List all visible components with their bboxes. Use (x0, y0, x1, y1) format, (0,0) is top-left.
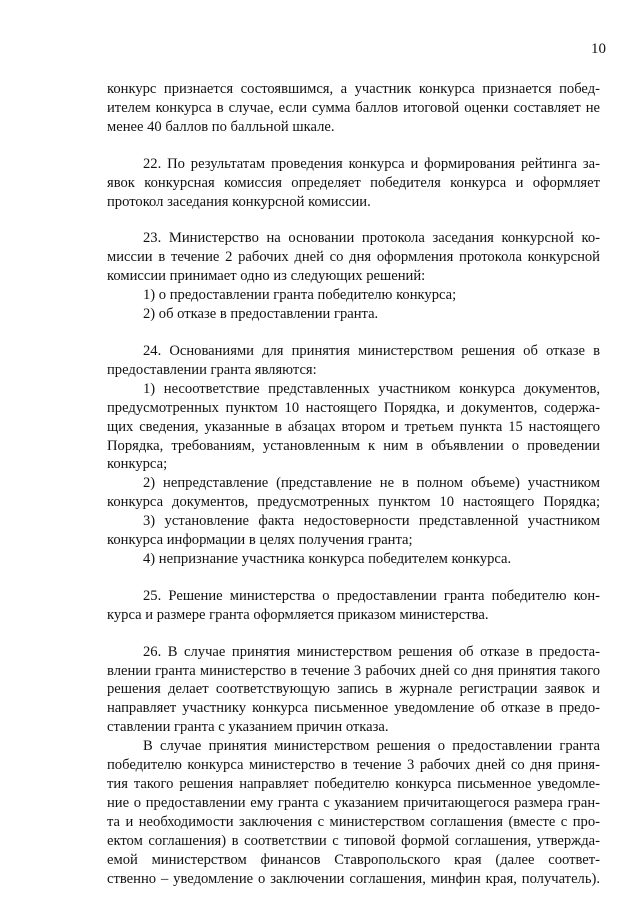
text-line: 26. В случае принятия министерством решения об отказе в предоста- (143, 643, 600, 660)
paragraph-gap (107, 324, 600, 342)
text-line: победителю конкурса министерство в течение 3 рабочих дней со дня приня- (107, 757, 600, 774)
paragraph-continuation (107, 80, 600, 137)
text-line: конкурс признается состоявшимся, а участник конкурса признается побед- (107, 81, 600, 97)
text-line: влении гранта министерство в течение 3 рабочих дней со дня принятия такого (107, 662, 600, 679)
paragraph-26 (107, 643, 600, 889)
text-line: предоставлении гранта являются: (107, 361, 317, 378)
text-line: направляет участнику конкурса письменное уведомление об отказе в предо- (107, 700, 600, 717)
text-line: конкурса документов, предусмотренных пунктом 10 настоящего Порядка; (107, 494, 600, 511)
paragraph-gap (107, 569, 600, 587)
paragraph-25 (107, 587, 600, 625)
text-line: ектом соглашения) в соответствии с типовой формой соглашения, утвержда- (107, 832, 600, 849)
text-line: 22. По результатам проведения конкурса и формирования рейтинга за- (143, 155, 600, 172)
text-line: ителем конкурса в случае, если сумма баллов итоговой оценки составляет не (107, 99, 600, 116)
paragraph-gap (107, 137, 600, 155)
text-line: тия такого решения направляет победителю конкурса письменное уведомле- (107, 776, 600, 792)
paragraph-24 (107, 342, 600, 569)
text-line: миссии в течение 2 рабочих дней со дня оформления протокола конкурсной (107, 249, 600, 266)
text-line: комиссии принимает одно из следующих решений: (107, 268, 426, 285)
paragraph-gap (107, 211, 600, 229)
text-line: щих сведения, указанные в абзацах втором и третьем пункта 15 настоящего (107, 418, 600, 435)
page-number: 10 (591, 41, 606, 57)
paragraph-gap (107, 625, 600, 643)
text-line: конкурса информации в целях получения гранта; (107, 532, 413, 549)
text-line: 3) установление факта недостоверности представленной участником (143, 513, 600, 530)
text-line: 24. Основаниями для принятия министерством решения об отказе в (143, 342, 600, 359)
text-line: 23. Министерство на основании протокола заседания конкурсной ко- (143, 230, 600, 247)
text-line: емой министерством финансов Ставропольского края (далее соответ- (107, 851, 600, 868)
text-line: Порядка, требованиям, установленным к ним в объявлении о проведении (107, 437, 600, 454)
text-line: 2) об отказе в предоставлении гранта. (143, 306, 379, 323)
text-line: предусмотренных пунктом 10 настоящего Порядка, и документов, содержа- (107, 399, 600, 416)
text-line: менее 40 баллов по балльной шкале. (107, 118, 335, 135)
document-body (107, 80, 600, 888)
text-line: решения делает соответствующую запись в журнале регистрации заявок и (107, 681, 600, 698)
paragraph-23 (107, 229, 600, 324)
text-line: 25. Решение министерства о предоставлении гранта победителю кон- (143, 587, 600, 604)
text-line: ставлении гранта с указанием причин отказа. (107, 719, 389, 736)
text-line: курса и размере гранта оформляется приказом министерства. (107, 606, 489, 623)
text-line: явок конкурсная комиссия определяет победителя конкурса и оформляет (107, 174, 600, 191)
text-line: В случае принятия министерством решения о предоставлении гранта (143, 738, 600, 755)
text-line: ние о предоставлении ему гранта с указанием причитающегося размера гран- (107, 794, 600, 811)
text-line: протокол заседания конкурсной комиссии. (107, 193, 371, 210)
text-line: ственно – уведомление о заключении соглашения, минфин края, получатель). (107, 870, 600, 887)
text-line: та и необходимости заключения с министерством соглашения (вместе с про- (107, 813, 600, 830)
text-line: 2) непредставление (представление не в полном объеме) участником (143, 475, 600, 492)
paragraph-22 (107, 155, 600, 212)
text-line: конкурса; (107, 456, 168, 473)
text-line: 1) несоответствие представленных участником конкурса документов, (143, 380, 600, 397)
text-line: 1) о предоставлении гранта победителю конкурса; (143, 287, 457, 304)
text-line: 4) непризнание участника конкурса победителем конкурса. (143, 550, 512, 567)
